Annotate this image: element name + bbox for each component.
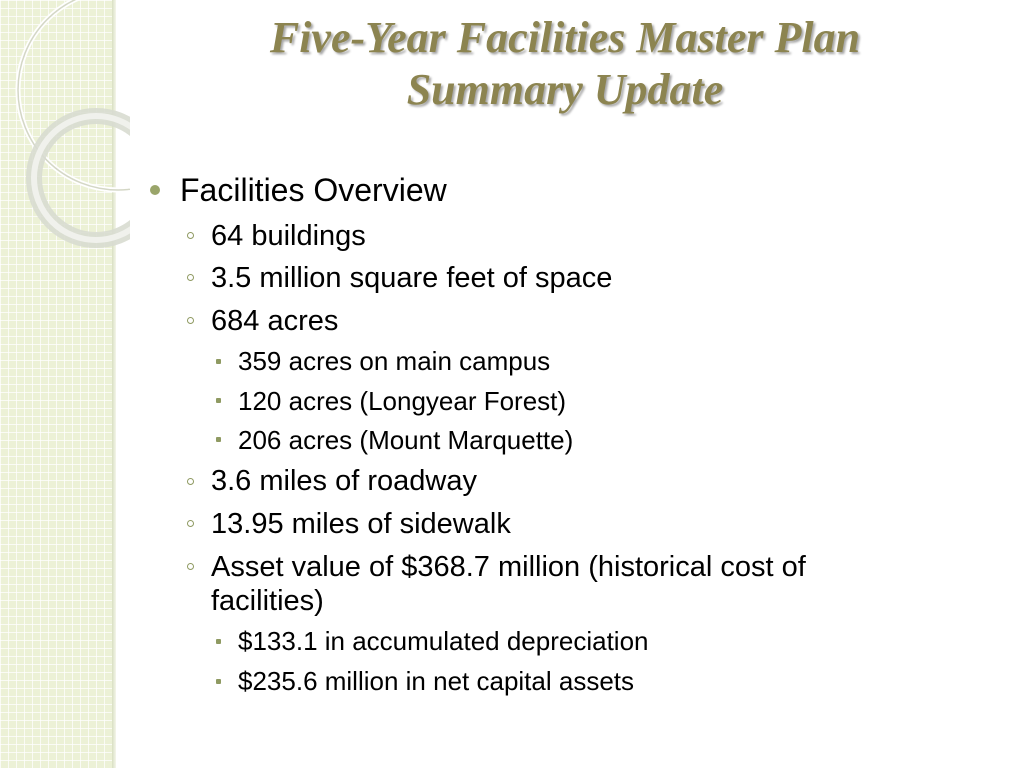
bullet-accumulated-depreciation: $133.1 in accumulated depreciation bbox=[238, 626, 649, 656]
bullet-acres-mount-marquette: 206 acres (Mount Marquette) bbox=[238, 425, 574, 455]
slide-title-line-2: Summary Update bbox=[406, 65, 724, 114]
bullet-net-capital-assets: $235.6 million in net capital assets bbox=[238, 666, 635, 696]
bullet-circle-icon bbox=[187, 317, 194, 324]
bullet-facilities-overview: Facilities Overview bbox=[180, 172, 447, 208]
bullet-circle-icon bbox=[187, 563, 194, 570]
bullet-acres-main-campus: 359 acres on main campus bbox=[238, 346, 551, 376]
bullet-dot-icon bbox=[150, 185, 160, 195]
bullet-asset-value-line-2: facilities) bbox=[211, 585, 324, 617]
bullet-circle-icon bbox=[187, 520, 194, 527]
bullet-circle-icon bbox=[187, 232, 194, 239]
bullet-roadway: 3.6 miles of roadway bbox=[211, 465, 477, 497]
bullet-square-icon bbox=[216, 679, 221, 684]
bullet-square-icon bbox=[216, 359, 221, 364]
bullet-space: 3.5 million square feet of space bbox=[211, 262, 613, 294]
slide-title-line-1: Five-Year Facilities Master Plan bbox=[269, 13, 861, 62]
bullet-acres: 684 acres bbox=[211, 305, 339, 337]
bullet-circle-icon bbox=[187, 274, 194, 281]
bullet-sidewalk: 13.95 miles of sidewalk bbox=[211, 508, 511, 540]
bullet-buildings: 64 buildings bbox=[211, 220, 366, 252]
bullet-asset-value-line-1: Asset value of $368.7 million (historical cost of bbox=[211, 551, 806, 583]
bullet-square-icon bbox=[216, 437, 221, 442]
bullet-acres-longyear-forest: 120 acres (Longyear Forest) bbox=[238, 386, 567, 416]
bullet-square-icon bbox=[216, 398, 221, 403]
bullet-square-icon bbox=[216, 639, 221, 644]
bullet-circle-icon bbox=[187, 478, 194, 485]
